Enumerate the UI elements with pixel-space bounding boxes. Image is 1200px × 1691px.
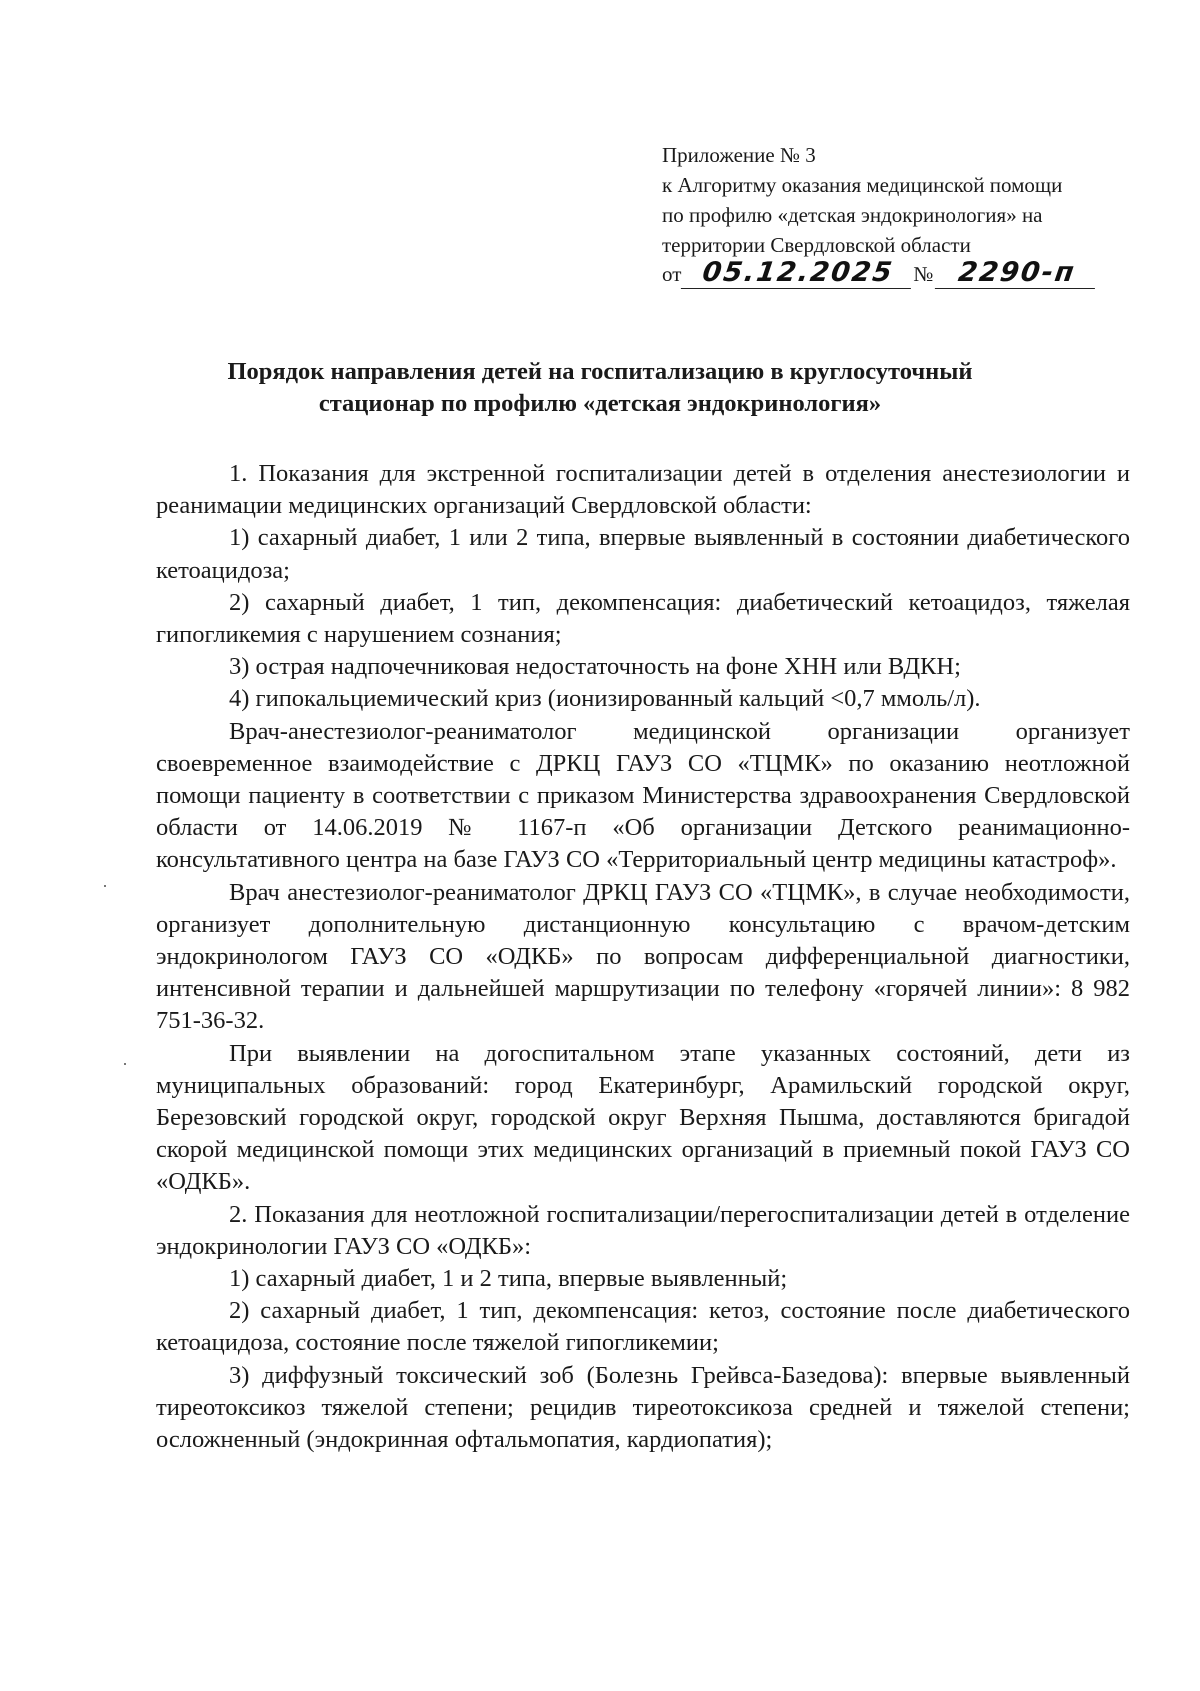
- paragraph-anesthesiologist-interaction: Врач-анестезиолог-реаниматолог медицинской организации организует своевременное взаимодействие с ДРКЦ ГАУЗ СО «ТЦМК» по оказанию неотложной помощи пациенту в соответствии с приказом Министерства здравоохранения Свердловской области от 14.06.2019 № 1167-п «Об организации Детского реанимационно-консультативного центра на базе ГАУЗ СО «Территориальный центр медицины катастроф».: [156, 717, 1130, 874]
- appendix-reference-line: к Алгоритму оказания медицинской помощи: [662, 173, 1063, 197]
- appendix-profile-line: по профилю «детская эндокринология» на: [662, 203, 1043, 227]
- handwritten-date: 05.12.2025: [681, 258, 915, 289]
- from-label: от: [662, 262, 682, 286]
- paragraph-section-2-intro: 2. Показания для неотложной госпитализации/перегоспитализации детей в отделение эндокринологии ГАУЗ СО «ОДКБ»:: [156, 1200, 1130, 1260]
- appendix-block: [662, 140, 1142, 289]
- paragraph-item-1-2: 2) сахарный диабет, 1 тип, декомпенсация: диабетический кетоацидоз, тяжелая гипогликемия с нарушением сознания;: [156, 588, 1130, 649]
- paragraph-item-2-3: 3) диффузный токсический зоб (Болезнь Грейвса-Базедова): впервые выявленный тиреотоксикоз тяжелой степени; рецидив тиреотоксикоза средней и тяжелой степени; осложненный (эндокринная офтальмопатия, кардиопатия);: [156, 1361, 1130, 1454]
- paragraph-remote-consultation: Врач анестезиолог-реаниматолог ДРКЦ ГАУЗ СО «ТЦМК», в случае необходимости, организует дополнительную дистанционную консультацию с врачом-детским эндокринологом ГАУЗ СО «ОДКБ» по вопросам дифференциальной диагностики, интенсивной терапии и дальнейшей маршрутизации по телефону «горячей линии»: 8 982 751-36-32.: [156, 878, 1130, 1035]
- paragraph-item-1-4: 4) гипокальциемический криз (ионизированный кальций <0,7 ммоль/л).: [229, 685, 981, 713]
- document-title: [130, 356, 1070, 420]
- paragraph-item-2-1: 1) сахарный диабет, 1 и 2 типа, впервые выявленный;: [229, 1265, 788, 1293]
- number-label: №: [913, 262, 934, 286]
- appendix-territory-line: территории Свердловской области: [662, 233, 971, 257]
- appendix-date-line: [662, 258, 1142, 289]
- title-line-2: стационар по профилю «детская эндокринология»: [318, 390, 882, 417]
- scan-speck: [104, 885, 106, 887]
- scan-speck: [124, 1063, 126, 1065]
- title-line-1: Порядок направления детей на госпитализацию в круглосуточный: [227, 358, 973, 385]
- paragraph-item-1-1: 1) сахарный диабет, 1 или 2 типа, впервые выявленный в состоянии диабетического кетоацидоза;: [156, 524, 1130, 584]
- document-body: [156, 458, 1130, 1456]
- handwritten-order-number: 2290-п: [935, 258, 1099, 289]
- appendix-number: Приложение № 3: [662, 143, 816, 167]
- paragraph-section-1-intro: 1. Показания для экстренной госпитализации детей в отделения анестезиологии и реанимации медицинских организаций Свердловской области:: [156, 460, 1130, 520]
- paragraph-item-1-3: 3) острая надпочечниковая недостаточность на фоне ХНН или ВДКН;: [229, 653, 961, 681]
- paragraph-prehospital-delivery: При выявлении на догоспитальном этапе указанных состояний, дети из муниципальных образований: город Екатеринбург, Арамильский городской округ, Березовский городской округ, городской округ Верхняя Пышма, доставляются бригадой скорой медицинской помощи этих медицинских организаций в приемный покой ГАУЗ СО «ОДКБ».: [156, 1039, 1130, 1196]
- paragraph-item-2-2: 2) сахарный диабет, 1 тип, декомпенсация: кетоз, состояние после диабетического кетоацидоза, состояние после тяжелой гипогликемии;: [156, 1297, 1130, 1357]
